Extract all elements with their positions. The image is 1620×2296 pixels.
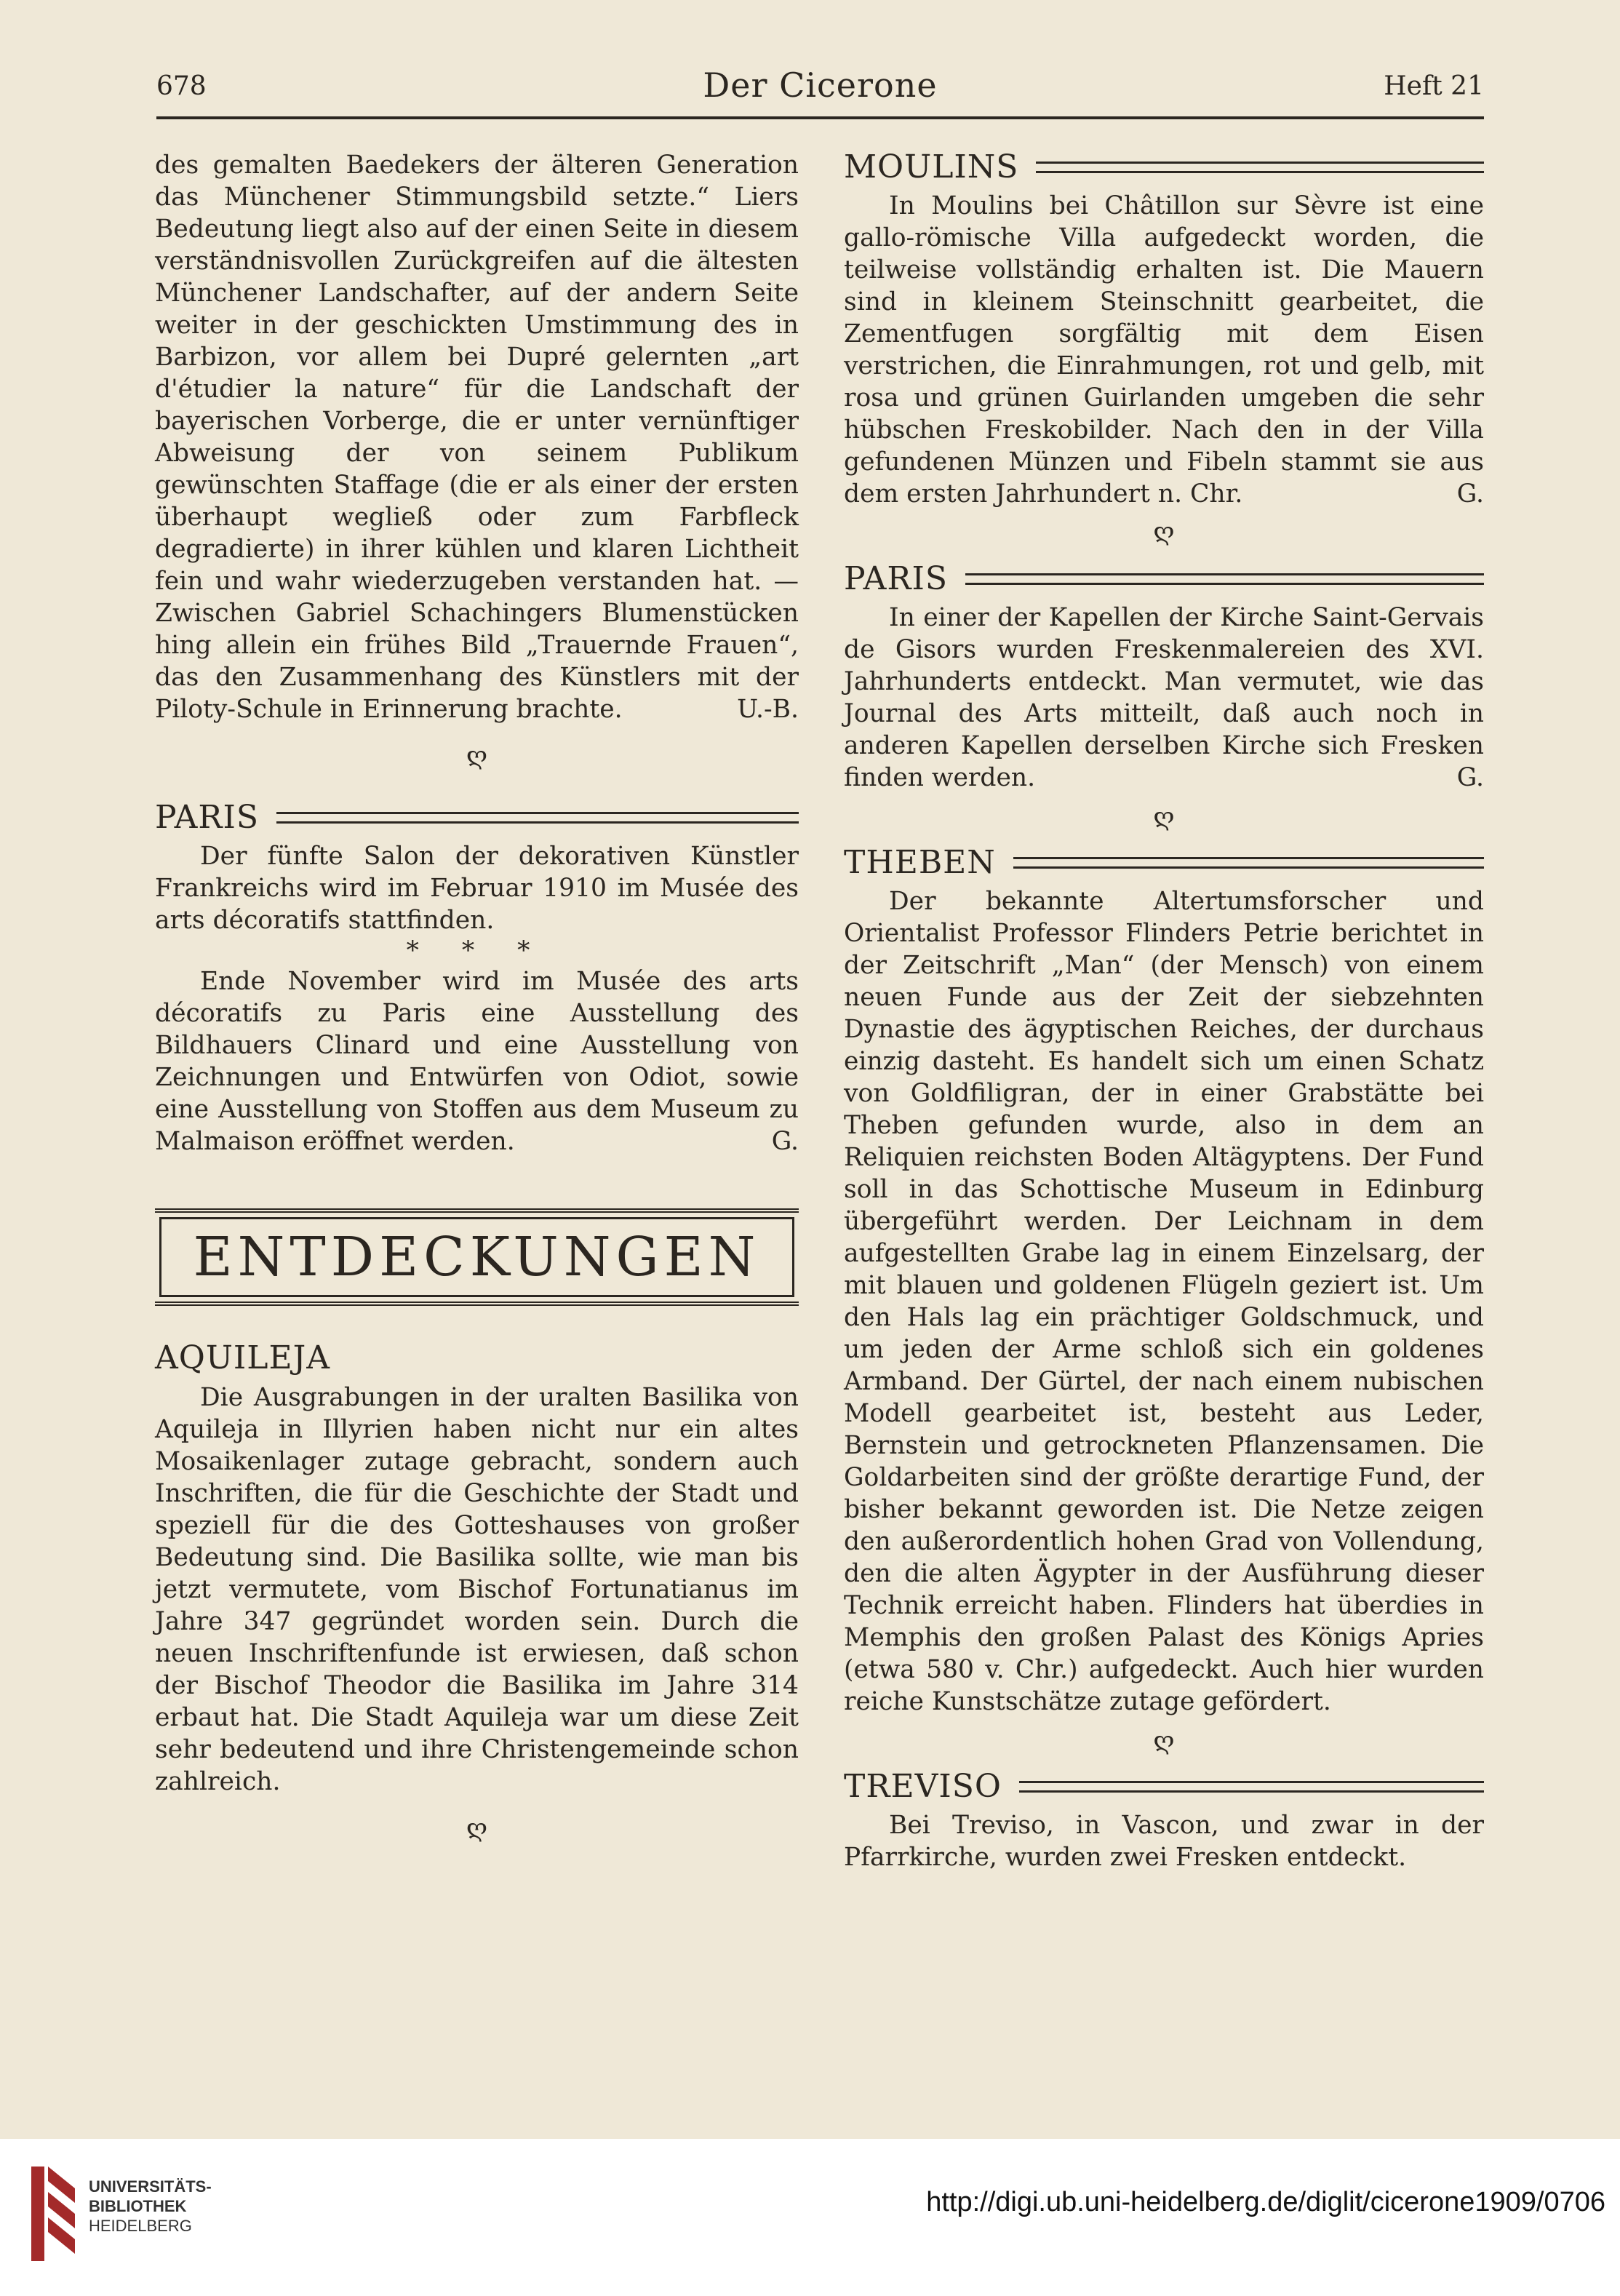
heading-rule [276,812,799,824]
section-heading-paris: PARIS [155,800,799,836]
entdeckungen-heading: ENTDECKUNGEN [159,1217,794,1297]
section-heading-paris: PARIS [844,561,1484,597]
heading-rule [1036,162,1484,173]
signature: G. [1456,763,1484,792]
left-column [155,149,799,1872]
journal-title: Der Cicerone [703,65,938,105]
signature: U.-B. [737,695,799,724]
ornament: ღ [1153,517,1175,546]
library-name: UNIVERSITÄTS- BIBLIOTHEK HEIDELBERG [89,2177,212,2235]
ornament: ღ [1153,1726,1175,1755]
section-heading-treviso: TREVISO [844,1769,1484,1805]
article-text: In einer der Kapellen der Kirche Saint-Gervais de Gisors wurden Freskenmalereien des XVI. Jahrhunderts entdeckt. Man vermutet, wie das Journal des Arts mitteilt, daß auch noch in anderen Kapellen derselben Kirche sich Fresken finden werden. G. [844,603,1484,792]
permalink-url[interactable]: http://digi.ub.uni-heidelberg.de/diglit/cicerone1909/0706 [926,2187,1605,2217]
header-rule [156,116,1484,119]
right-column [844,149,1484,1873]
signature: G. [1456,479,1484,509]
heading-rule [1013,857,1484,869]
ornament: ღ [466,741,488,770]
article-text: Bei Treviso, in Vascon, und zwar in der Pfarrkirche, wurden zwei Fresken entdeckt. [844,1811,1484,1872]
article-text: In Moulins bei Châtillon sur Sèvre ist eine gallo-römische Villa aufgedeckt worden, die teilweise vollständig erhalten ist. Die Mauern sind in kleinem Steinschnitt gearbeitet, die Zementfugen sorgfältig mit dem Eisen verstrichen, die Einrahmungen, rot und gelb, mit rosa und grünen Guirlanden umgeben die sehr hübschen Freskobilder. Nach den in der Villa gefundenen Münzen und Fibeln stammt sie aus dem ersten Jahrhundert n. Chr. G. [844,191,1484,509]
article-text: Der fünfte Salon der dekorativen Künstler Frankreichs wird im Februar 1910 im Musée des arts décoratifs stattfinden. [155,842,799,935]
issue-label: Heft 21 [1384,71,1484,101]
signature: G. [771,1127,799,1156]
digitization-footer [0,2139,1620,2296]
article-text: Ende November wird im Musée des arts décoratifs zu Paris eine Ausstellung des Bildhauers Clinard und eine Ausstellung von Zeichnungen und Entwürfen von Odiot, sowie eine Ausstellung von Stoffen aus dem Museum zu Malmaison eröffnet werden. G. [155,967,799,1156]
article-text: Der bekannte Altertumsforscher und Orientalist Professor Flinders Petrie berichtet in der Zeitschrift „Man“ (der Mensch) von einem neuen Funde aus der Zeit der siebzehnten Dynastie des ägyptischen Reiches, der durchaus einzig dasteht. Es handelt sich um einen Schatz von Goldfiligran, der in einer Grabstätte bei Theben gefunden wurde, also in dem an Reliquien reichsten Boden Altägyptens. Der Fund soll in das Schottische Museum in Edinburg übergeführt werden. Der Leichnam in dem aufgestellten Grabe lag in einem Einzelsarg, der mit blauen und goldenen Flügeln geziert ist. Um den Hals lag ein prächtiger Goldschmuck, und um jeden der Arme schloß sich ein goldenes Armband. Der Gürtel, der nach einem nubischen Modell gearbeitet ist, besteht aus Leder, Bernstein und getrockneten Pflanzensamen. Die Goldarbeiten sind der größte derartige Fund, der bisher bekannt geworden ist. Die Netze zeigen den außerordentlich hohen Grad von Vollendung, den die alten Ägypter in der Ausführung dieser Technik erreicht haben. Flinders hat überdies in Memphis den großen Palast des Königs Apries (etwa 580 v. Chr.) aufgedeckt. Auch hier wurden reiche Kunstschätze zutage gefördert. [844,887,1484,1716]
section-heading-moulins: MOULINS [844,149,1484,186]
university-library-logo-icon [28,2159,79,2268]
article-text: des gemalten Baedekers der älteren Generation das Münchener Stimmungsbild setzte.“ Liers Bedeutung liegt also auf der einen Seite in diesem verständnisvollen Zurückgreifen auf die ältesten Münchener Landschafter, auf der andern Seite weiter in der geschickten Umstimmung des in Barbizon, vor allem bei Dupré gelernten „art d'étudier la nature“ für die Landschaft der bayerischen Vorberge, die er unter vernünftiger Abweisung der von seinem Publikum gewünschten Staffage (die er als einer der ersten überhaupt wegließ oder zum Farbfleck degradierte) in ihrer kühlen und klaren Lichtheit fein und wahr wiederzugeben verstanden hat. — Zwischen Gabriel Schachingers Blumenstücken hing allein ein frühes Bild „Trauernde Frauen“, das den Zusammenhang des Künstlers mit der Piloty-Schule in Erinnerung brachte. U.-B. [155,151,799,724]
page-number: 678 [156,71,207,101]
article-text: Die Ausgrabungen in der uralten Basilika von Aquileja in Illyrien haben nicht nur ein altes Mosaikenlager zutage gebracht, sondern auch Inschriften, die für die Geschichte der Stadt und speziell für die des Gotteshauses von großer Bedeutung sind. Die Basilika sollte, wie man bis jetzt vermutete, vom Bischof Fortunatianus im Jahre 347 gegründet worden sein. Durch die neuen Inschriftenfunde ist erwiesen, daß schon der Bischof Theodor die Basilika im Jahre 314 erbaut hat. Die Stadt Aquileja war um diese Zeit sehr bedeutend und ihre Christengemeinde schon zahlreich. [155,1383,799,1796]
heading-rule [1019,1781,1484,1793]
asterism: * * * [406,936,548,965]
page-header [156,65,1484,116]
entdeckungen-banner [155,1208,799,1306]
section-heading-theben: THEBEN [844,845,1484,881]
ornament: ღ [1153,802,1175,832]
section-heading-aquileja: AQUILEJA [155,1339,331,1376]
heading-rule [965,573,1484,585]
ornament: ღ [466,1814,488,1843]
